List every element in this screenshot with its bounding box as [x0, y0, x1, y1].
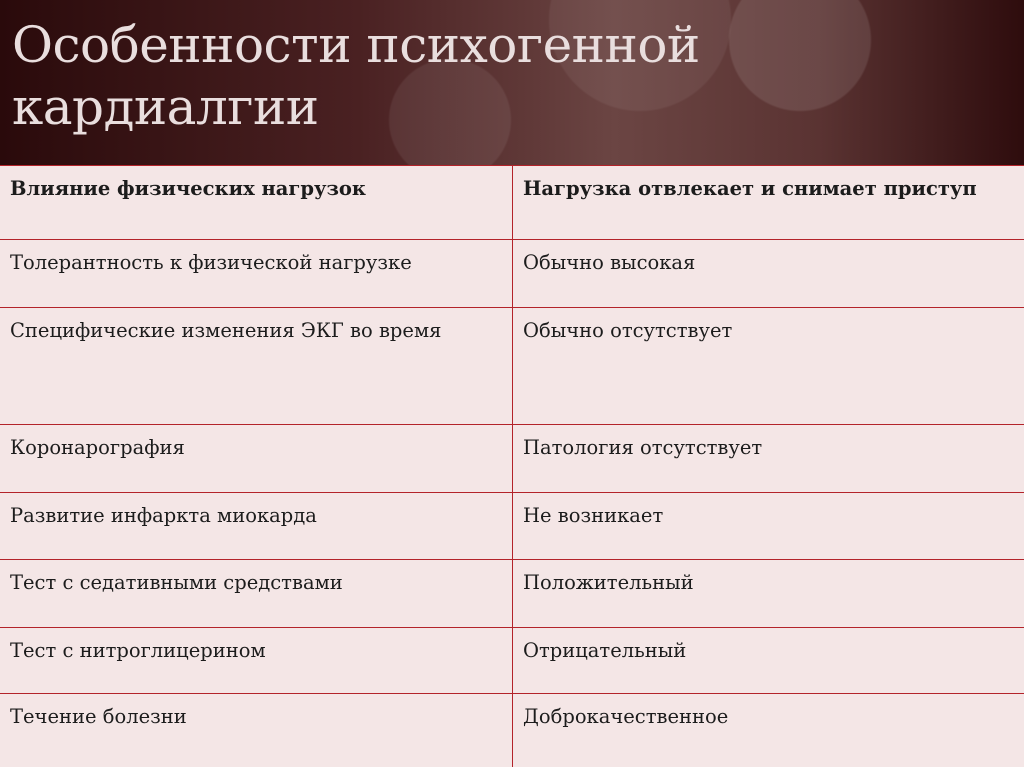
table-row: [0, 493, 1024, 560]
table-cell-value: Доброкачественное: [513, 694, 1024, 767]
table-cell-feature: Специфические изменения ЭКГ во время: [0, 308, 513, 425]
table-cell-value: Отрицательный: [513, 628, 1024, 694]
title-line-1: Особенности психогенной: [12, 16, 700, 74]
comparison-table: [0, 165, 1024, 767]
table-cell-feature: Тест с нитроглицерином: [0, 628, 513, 694]
table-cell-value: Обычно отсутствует: [513, 308, 1024, 425]
table-cell-feature: Тест с седативными средствами: [0, 560, 513, 628]
table-row: [0, 560, 1024, 628]
table-cell-value: Положительный: [513, 560, 1024, 628]
title-line-2: кардиалгии: [12, 78, 319, 136]
table-cell-value: Нагрузка отвлекает и снимает приступ: [513, 166, 1024, 240]
table-cell-feature: Развитие инфаркта миокарда: [0, 493, 513, 560]
table-row: [0, 308, 1024, 425]
table-row: [0, 628, 1024, 694]
table-cell-value: Патология отсутствует: [513, 425, 1024, 493]
table-row: [0, 166, 1024, 240]
slide-title: [12, 14, 1002, 138]
table-cell-feature: Толерантность к физической нагрузке: [0, 240, 513, 308]
table-row: [0, 240, 1024, 308]
table-row: [0, 694, 1024, 767]
table-cell-feature: Течение болезни: [0, 694, 513, 767]
table-row: [0, 425, 1024, 493]
comparison-table-container: [0, 165, 1024, 767]
table-cell-feature: Коронарография: [0, 425, 513, 493]
table-cell-feature: Влияние физических нагрузок: [0, 166, 513, 240]
table-cell-value: Не возникает: [513, 493, 1024, 560]
table-cell-value: Обычно высокая: [513, 240, 1024, 308]
